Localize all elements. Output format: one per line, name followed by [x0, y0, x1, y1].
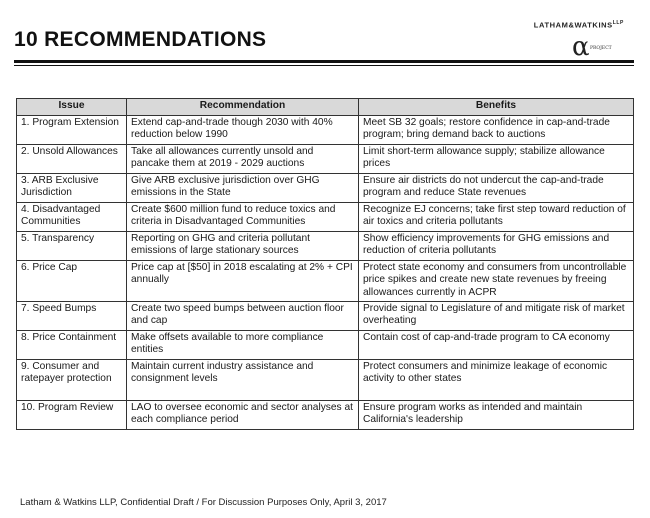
issue-cell: 8. Price Containment	[17, 331, 127, 360]
alpha-logo-icon	[570, 31, 616, 59]
column-header-benefits: Benefits	[359, 99, 634, 116]
table-header-row	[17, 99, 634, 116]
table-row	[17, 203, 634, 232]
title-rule	[14, 60, 634, 63]
recommendation-cell: Create two speed bumps between auction floor and cap	[127, 302, 359, 331]
benefits-cell: Protect consumers and minimize leakage of economic activity to other states	[359, 360, 634, 401]
recommendation-cell: Take all allowances currently unsold and pancake them at 2019 - 2029 auctions	[127, 145, 359, 174]
issue-cell: 5. Transparency	[17, 232, 127, 261]
recommendation-cell: Make offsets available to more compliance entities	[127, 331, 359, 360]
table-row	[17, 331, 634, 360]
table-row	[17, 145, 634, 174]
table-row	[17, 116, 634, 145]
issue-cell: 10. Program Review	[17, 401, 127, 430]
issue-cell: 4. Disadvantaged Communities	[17, 203, 127, 232]
page-title: 10 RECOMMENDATIONS	[14, 28, 267, 51]
recommendation-cell: LAO to oversee economic and sector analyses at each compliance period	[127, 401, 359, 430]
title-rule-thin	[14, 65, 634, 66]
firm-logo-text	[534, 20, 624, 30]
firm-name: LATHAM&WATKINS	[533, 20, 613, 30]
svg-text:PROJECT: PROJECT	[590, 46, 612, 51]
recommendation-cell: Give ARB exclusive jurisdiction over GHG emissions in the State	[127, 174, 359, 203]
recommendation-cell: Price cap at [$50] in 2018 escalating at 2% + CPI annually	[127, 261, 359, 302]
benefits-cell: Contain cost of cap-and-trade program to CA economy	[359, 331, 634, 360]
benefits-cell: Protect state economy and consumers from uncontrollable price spikes and create new state revenues by freeing allowances currently in ACPR	[359, 261, 634, 302]
table-row	[17, 302, 634, 331]
table-row	[17, 261, 634, 302]
column-header-recommendation: Recommendation	[127, 99, 359, 116]
benefits-cell: Limit short-term allowance supply; stabilize allowance prices	[359, 145, 634, 174]
table-row	[17, 174, 634, 203]
table-row	[17, 401, 634, 430]
recommendation-cell: Maintain current industry assistance and consignment levels	[127, 360, 359, 401]
table-row	[17, 360, 634, 401]
table-row	[17, 232, 634, 261]
issue-cell: 7. Speed Bumps	[17, 302, 127, 331]
recommendation-cell: Extend cap-and-trade though 2030 with 40% reduction below 1990	[127, 116, 359, 145]
recommendations-table	[16, 98, 634, 430]
issue-cell: 6. Price Cap	[17, 261, 127, 302]
svg-text:α: α	[572, 32, 590, 59]
firm-suffix: LLP	[612, 20, 624, 26]
issue-cell: 9. Consumer and ratepayer protection	[17, 360, 127, 401]
benefits-cell: Ensure air districts do not undercut the cap-and-trade program and reduce State revenues	[359, 174, 634, 203]
benefits-cell: Meet SB 32 goals; restore confidence in cap-and-trade program; bring demand back to auctions	[359, 116, 634, 145]
recommendation-cell: Create $600 million fund to reduce toxics and criteria in Disadvantaged Communities	[127, 203, 359, 232]
benefits-cell: Recognize EJ concerns; take first step toward reduction of air toxics and criteria pollutants	[359, 203, 634, 232]
issue-cell: 3. ARB Exclusive Jurisdiction	[17, 174, 127, 203]
benefits-cell: Show efficiency improvements for GHG emissions and reduction of criteria pollutants	[359, 232, 634, 261]
benefits-cell: Provide signal to Legislature of and mitigate risk of market overheating	[359, 302, 634, 331]
column-header-issue: Issue	[17, 99, 127, 116]
issue-cell: 2. Unsold Allowances	[17, 145, 127, 174]
footer-note: Latham & Watkins LLP, Confidential Draft / For Discussion Purposes Only, April 3, 2017	[20, 497, 387, 508]
recommendation-cell: Reporting on GHG and criteria pollutant emissions of large stationary sources	[127, 232, 359, 261]
issue-cell: 1. Program Extension	[17, 116, 127, 145]
benefits-cell: Ensure program works as intended and maintain California's leadership	[359, 401, 634, 430]
